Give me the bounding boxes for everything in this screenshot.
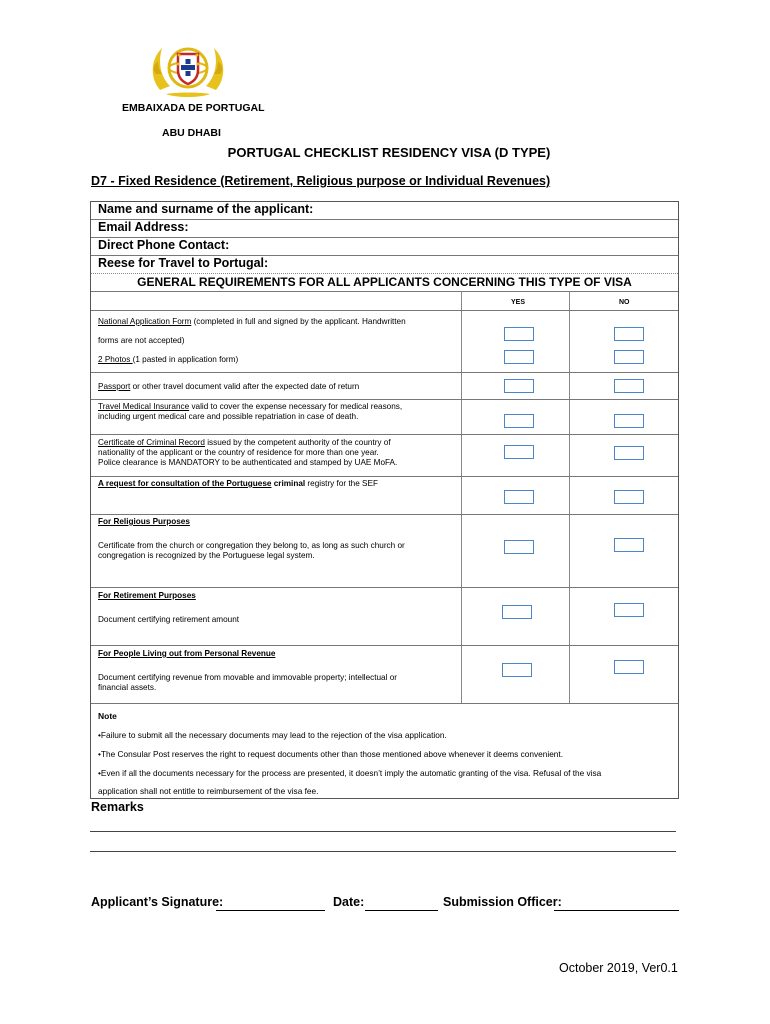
revenue-yes-checkbox[interactable]	[502, 663, 532, 677]
sef-no-checkbox[interactable]	[614, 490, 644, 504]
portuguese-coat-of-arms-icon	[148, 40, 228, 98]
requirement-national-form-cont: forms are not accepted)	[98, 336, 185, 345]
general-requirements-heading: GENERAL REQUIREMENTS FOR ALL APPLICANTS CONCERNING THIS TYPE OF VISA	[137, 275, 632, 289]
national-form-no-checkbox[interactable]	[614, 327, 644, 341]
document-title: PORTUGAL CHECKLIST RESIDENCY VISA (D TYPE)	[227, 145, 551, 160]
sef-yes-checkbox[interactable]	[504, 490, 534, 504]
religious-no-checkbox[interactable]	[614, 538, 644, 552]
requirement-religious: Certificate from the church or congregation they belong to, as long as such church or congregation is recognized by the Portuguese legal system.	[98, 541, 405, 560]
religious-purposes-heading: For Religious Purposes	[98, 517, 190, 526]
retirement-yes-checkbox[interactable]	[502, 605, 532, 619]
requirement-national-form: National Application Form (completed in full and signed by the applicant. Handwritten	[98, 317, 406, 326]
checklist-form	[90, 201, 679, 799]
document-subtitle: D7 - Fixed Residence (Retirement, Religious purpose or Individual Revenues)	[91, 174, 551, 188]
no-column-header: NO	[619, 299, 630, 306]
note-item: •The Consular Post reserves the right to request documents other than those mentioned above whenever it deems convenient.	[98, 749, 564, 759]
note-heading: Note	[98, 711, 117, 721]
embassy-city: ABU DHABI	[162, 127, 221, 139]
criminal-record-no-checkbox[interactable]	[614, 446, 644, 460]
date-label: Date:	[333, 895, 365, 909]
requirement-passport: Passport or other travel document valid after the expected date of return	[98, 382, 360, 391]
date-line[interactable]	[365, 910, 438, 911]
requirement-personal-revenue: Document certifying revenue from movable and immovable property; intellectual or financial assets.	[98, 673, 397, 692]
insurance-yes-checkbox[interactable]	[504, 414, 534, 428]
religious-yes-checkbox[interactable]	[504, 540, 534, 554]
photos-no-checkbox[interactable]	[614, 350, 644, 364]
applicant-signature-line[interactable]	[216, 910, 325, 911]
email-field[interactable]: Email Address:	[98, 220, 189, 234]
note-item: application shall not entitle to reimbursement of the visa fee.	[98, 786, 319, 796]
retirement-no-checkbox[interactable]	[614, 603, 644, 617]
insurance-no-checkbox[interactable]	[614, 414, 644, 428]
submission-officer-line[interactable]	[554, 910, 679, 911]
submission-officer-label: Submission Officer:	[443, 895, 562, 909]
remarks-line[interactable]	[90, 831, 676, 832]
embassy-name: EMBAIXADA DE PORTUGAL	[122, 102, 265, 114]
yes-column-header: YES	[511, 299, 526, 306]
revenue-no-checkbox[interactable]	[614, 660, 644, 674]
retirement-purposes-heading: For Retirement Purposes	[98, 591, 196, 600]
applicant-name-field[interactable]: Name and surname of the applicant:	[98, 202, 314, 216]
note-item: •Even if all the documents necessary for the process are presented, it doesn’t imply the automatic granting of the visa. Refusal of the visa	[98, 768, 602, 778]
photos-yes-checkbox[interactable]	[504, 350, 534, 364]
requirement-criminal-record: Certificate of Criminal Record issued by the competent authority of the country of nationality of the applicant or the country of residence for more than one year. Police clearance is MANDATORY to be authenticated and stamped by UAE MoFA.	[98, 438, 398, 467]
requirement-retirement: Document certifying retirement amount	[98, 615, 240, 624]
note-item: •Failure to submit all the necessary documents may lead to the rejection of the visa application.	[98, 730, 447, 740]
document-version: October 2019, Ver0.1	[559, 961, 678, 975]
applicant-signature-label: Applicant’s Signature:	[91, 895, 224, 909]
requirement-photos: 2 Photos (1 pasted in application form)	[98, 355, 239, 364]
national-form-yes-checkbox[interactable]	[504, 327, 534, 341]
passport-no-checkbox[interactable]	[614, 379, 644, 393]
remarks-label: Remarks	[91, 800, 144, 814]
passport-yes-checkbox[interactable]	[504, 379, 534, 393]
phone-field[interactable]: Direct Phone Contact:	[98, 238, 230, 252]
criminal-record-yes-checkbox[interactable]	[504, 445, 534, 459]
travel-reason-field[interactable]: Reese for Travel to Portugal:	[98, 256, 269, 270]
requirement-insurance: Travel Medical Insurance valid to cover the expense necessary for medical reasons, including urgent medical care and possible repatriation in case of death.	[98, 402, 403, 421]
requirement-sef-consultation: A request for consultation of the Portuguese criminal registry for the SEF	[98, 479, 378, 488]
personal-revenue-heading: For People Living out from Personal Revenue	[98, 649, 276, 658]
remarks-line[interactable]	[90, 851, 676, 852]
